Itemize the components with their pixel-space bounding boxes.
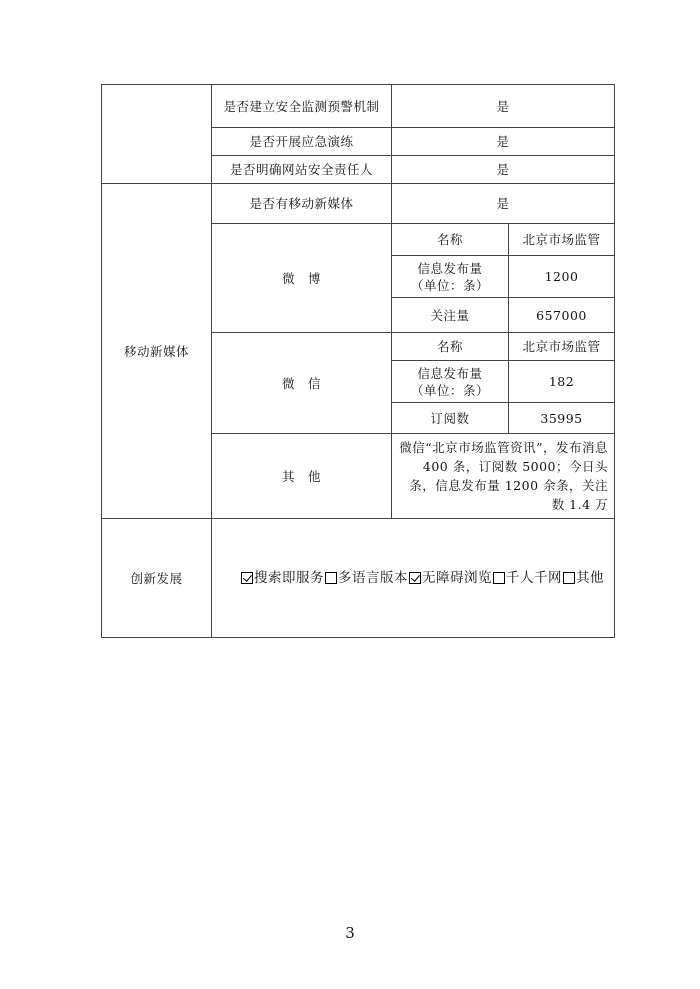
security-question-2: 是否开展应急演练 [212, 128, 392, 156]
weibo-follow-value: 657000 [509, 298, 615, 333]
weixin-name-label: 名称 [392, 333, 509, 361]
option-other-label: 其他 [576, 569, 604, 586]
checkbox-other[interactable] [563, 572, 575, 584]
weixin-subscribe-label: 订阅数 [392, 403, 509, 434]
option-multilingual-label: 多语言版本 [338, 569, 408, 586]
option-accessible-label: 无障碍浏览 [422, 569, 492, 586]
security-answer-3: 是 [392, 156, 615, 184]
weibo-name-label: 名称 [392, 224, 509, 256]
innovation-section-label: 创新发展 [102, 519, 212, 638]
option-search-service-label: 搜索即服务 [254, 569, 324, 586]
security-question-1: 是否建立安全监测预警机制 [212, 85, 392, 128]
weibo-follow-label: 关注量 [392, 298, 509, 333]
checkbox-search-service[interactable] [241, 572, 253, 584]
innovation-options [216, 570, 610, 587]
weixin-subscribe-value: 35995 [509, 403, 615, 434]
innovation-options-cell [212, 519, 615, 638]
checkbox-accessible[interactable] [409, 572, 421, 584]
security-answer-2: 是 [392, 128, 615, 156]
security-section-cell [102, 85, 212, 184]
weibo-name-value: 北京市场监管 [509, 224, 615, 256]
page-number: 3 [345, 924, 355, 942]
weibo-publish-value: 1200 [509, 256, 615, 298]
weixin-publish-value: 182 [509, 361, 615, 403]
checkbox-multilingual[interactable] [325, 572, 337, 584]
other-label: 其 他 [212, 434, 392, 519]
checkbox-personalized[interactable] [493, 572, 505, 584]
weixin-publish-label: 信息发布量 （单位：条） [392, 361, 509, 403]
weixin-name-value: 北京市场监管 [509, 333, 615, 361]
has-mobile-answer: 是 [392, 184, 615, 224]
weixin-label: 微 信 [212, 333, 392, 434]
mobile-section-label: 移动新媒体 [102, 184, 212, 519]
has-mobile-question: 是否有移动新媒体 [212, 184, 392, 224]
other-text: 微信“北京市场监管资讯”，发布消息 400 条，订阅数 5000；今日头条，信息发布量 1200 余条，关注数 1.4 万 [392, 434, 615, 519]
weibo-publish-label: 信息发布量 （单位：条） [392, 256, 509, 298]
report-table [101, 84, 615, 638]
weibo-label: 微 博 [212, 224, 392, 333]
security-answer-1: 是 [392, 85, 615, 128]
security-question-3: 是否明确网站安全责任人 [212, 156, 392, 184]
option-personalized-label: 千人千网 [506, 569, 562, 586]
